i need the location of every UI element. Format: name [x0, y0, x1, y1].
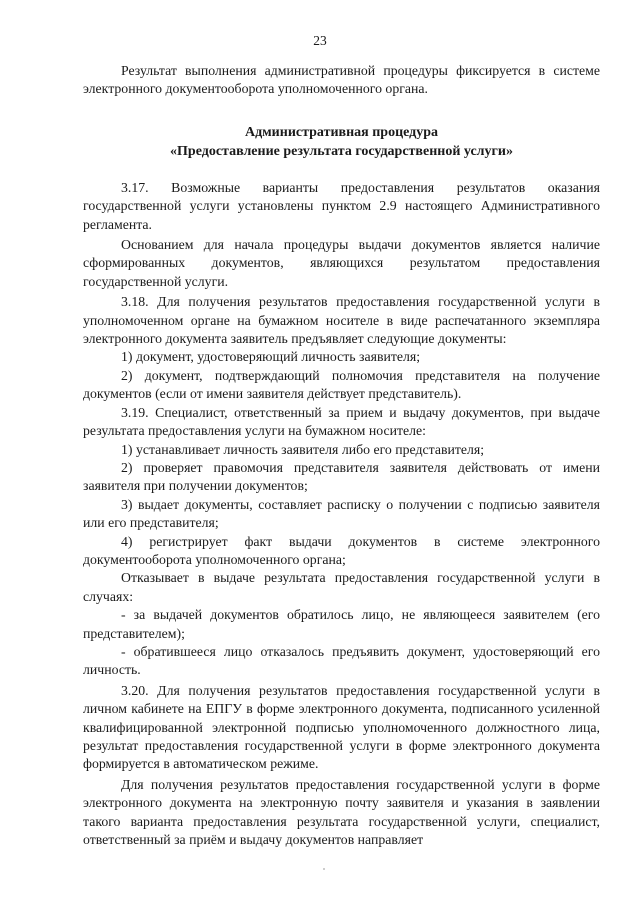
page-number: 23	[313, 33, 327, 48]
paragraph-email-delivery: Для получения результатов предоставления государственной услуги в форме электронного документа на электронную почту заявителя и указания в заявлении такого варианта предоставления результата государственной услуги, специалист, ответственный за приём и выдачу документов направляет	[83, 776, 600, 848]
list-item-refusal-2: - обратившееся лицо отказалось предъявить документ, удостоверяющий его личность.	[83, 643, 600, 678]
paragraph-3-20: 3.20. Для получения результатов предоставления государственной услуги в личном кабинете на ЕПГУ в форме электронного документа, подписанного усиленной квалифицированной электронной подписью уполномоченного должностного лица, результат предоставления государственной услуги в форме электронного документа формируется в автоматическом режиме.	[83, 682, 600, 772]
section-heading	[83, 123, 600, 161]
paragraph-basis: Основанием для начала процедуры выдачи документов является наличие сформированных документов, являющихся результатом предоставления государственной услуги.	[83, 237, 600, 289]
heading-line-1: Административная процедура	[244, 124, 439, 140]
intro-paragraph: Результат выполнения административной процедуры фиксируется в системе электронного документооборота уполномоченного органа.	[83, 63, 600, 97]
document-body	[83, 62, 600, 849]
heading-line-2: «Предоставление результата государственной услуги»	[170, 143, 513, 159]
scan-speck	[323, 868, 325, 870]
list-item-3-19-2: 2) проверяет правомочия представителя заявителя действовать от имени заявителя при получении документов;	[83, 459, 600, 494]
paragraph-3-19: 3.19. Специалист, ответственный за прием и выдачу документов, при выдаче результата предоставления услуги на бумажном носителе:	[83, 404, 600, 439]
paragraph-refusal: Отказывает в выдаче результата предоставления государственной услуги в случаях:	[83, 570, 600, 604]
list-item-3-19-4: 4) регистрирует факт выдачи документов в системе электронного документооборота уполномоченного органа;	[83, 533, 600, 567]
list-item-3-19-1: 1) устанавливает личность заявителя либо его представителя;	[121, 441, 485, 457]
list-item-3-18-2: 2) документ, подтверждающий полномочия представителя на получение документов (если от имени заявителя действует представитель).	[83, 367, 600, 402]
paragraph-3-17: 3.17. Возможные варианты предоставления результатов оказания государственной услуги установлены пунктом 2.9 настоящего Административного регламента.	[83, 179, 600, 232]
list-item-3-19-3: 3) выдает документы, составляет расписку о получении с подписью заявителя или его представителя;	[83, 496, 600, 531]
list-item-3-18-1: 1) документ, удостоверяющий личность заявителя;	[121, 349, 421, 365]
paragraph-3-18: 3.18. Для получения результатов предоставления государственной услуги в уполномоченном органе на бумажном носителе в виде распечатанного экземпляра электронного документа заявитель предъявляет следующие документы:	[83, 294, 600, 347]
list-item-refusal-1: - за выдачей документов обратилось лицо, не являющееся заявителем (его представителем);	[83, 607, 600, 641]
